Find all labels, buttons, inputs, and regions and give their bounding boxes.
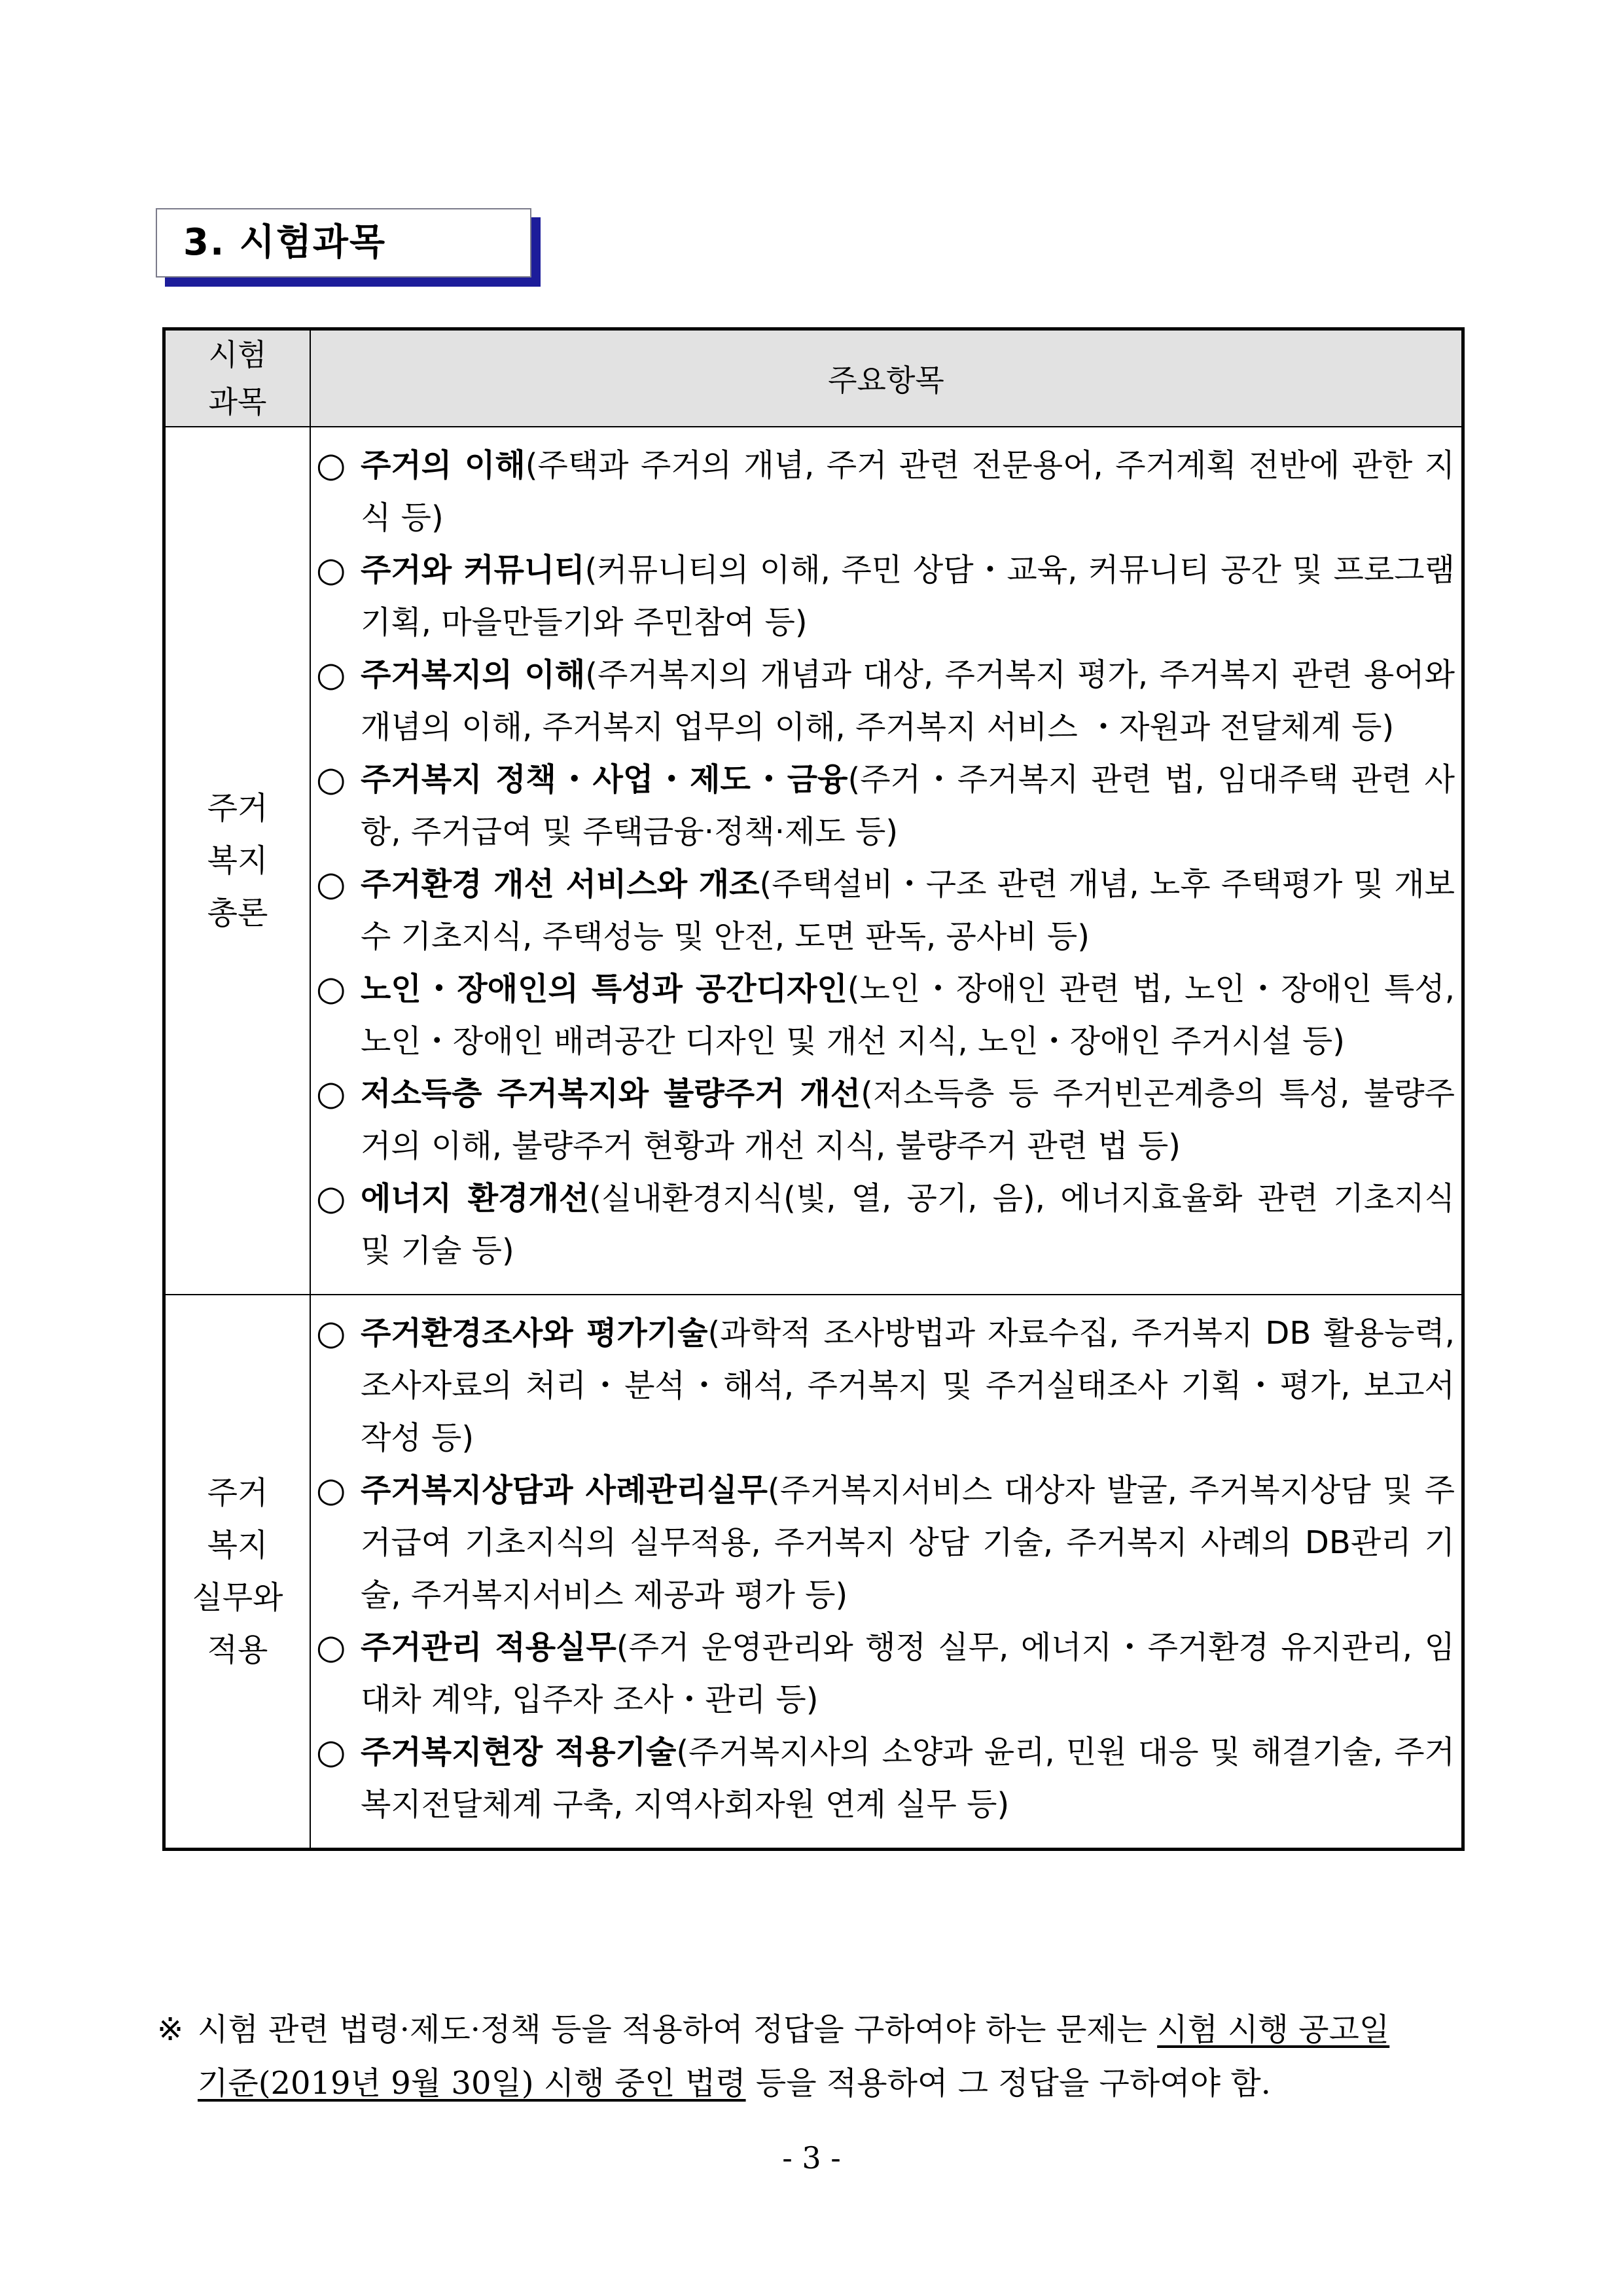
circle-bullet-icon: ○ (316, 550, 346, 590)
list-item (316, 544, 1455, 649)
item-text (361, 963, 1455, 1067)
item-text (361, 649, 1455, 753)
list-item (316, 858, 1455, 963)
list-item (316, 1307, 1455, 1464)
list-item (316, 1621, 1455, 1726)
header-subject (164, 329, 311, 427)
item-title: 주거환경 개선 서비스와 개조 (361, 866, 760, 903)
list-item (316, 1067, 1455, 1172)
footnote (157, 2003, 1466, 2110)
subject-word: 복지 (207, 842, 268, 879)
item-detail: (주택과 주거의 개념, 주거 관련 전문용어, 주거계획 전반에 관한 지식 등) (361, 447, 1455, 536)
exam-subjects-table (162, 327, 1465, 1851)
list-item (316, 1464, 1455, 1621)
circle-bullet-icon: ○ (316, 969, 346, 1009)
items-cell (310, 427, 1463, 1295)
item-detail: (실내환경지식(빛, 열, 공기, 음), 에너지효율화 관련 기초지식 및 기술 등) (361, 1180, 1455, 1269)
item-detail: (주택설비・구조 관련 개념, 노후 주택평가 및 개보수 기초지식, 주택성능 및 안전, 도면 판독, 공사비 등) (361, 866, 1455, 955)
item-text (361, 1464, 1455, 1621)
item-title: 주거복지현장 적용기술 (361, 1734, 677, 1770)
item-detail: (주거복지사의 소양과 윤리, 민원 대응 및 해결기술, 주거복지전달체계 구축, 지역사회자원 연계 실무 등) (361, 1734, 1455, 1823)
header-subject-line1: 시험 (208, 337, 267, 372)
circle-bullet-icon: ○ (316, 1074, 346, 1113)
item-text (361, 1621, 1455, 1726)
circle-bullet-icon: ○ (316, 446, 346, 485)
item-detail: (주거복지서비스 대상자 발굴, 주거복지상담 및 주거급여 기초지식의 실무적용, 주거복지 상담 기술, 주거복지 사례의 DB관리 기술, 주거복지서비스 제공과 평가 등) (361, 1472, 1455, 1613)
item-text (361, 1307, 1455, 1464)
item-title: 주거복지의 이해 (361, 656, 586, 693)
item-detail: (노인・장애인 관련 법, 노인・장애인 특성, 노인・장애인 배려공간 디자인 및 개선 지식, 노인・장애인 주거시설 등) (361, 971, 1455, 1060)
item-detail: (주거복지의 개념과 대상, 주거복지 평가, 주거복지 관련 용어와 개념의 이해, 주거복지 업무의 이해, 주거복지 서비스 ・자원과 전달체계 등) (361, 656, 1455, 745)
subject-word: 복지 (207, 1527, 268, 1564)
item-detail: (커뮤니티의 이해, 주민 상담・교육, 커뮤니티 공간 및 프로그램 기획, 마을만들기와 주민참여 등) (361, 552, 1455, 641)
item-title: 주거복지상담과 사례관리실무 (361, 1472, 768, 1509)
footnote-underlined-text: 시험 시행 공고일 (1157, 2011, 1390, 2048)
item-text (361, 544, 1455, 649)
header-main-items: 주요항목 (310, 329, 1463, 427)
list-item (316, 1172, 1455, 1277)
subject-cell (164, 427, 311, 1295)
subject-word: 주거 (207, 790, 268, 827)
circle-bullet-icon: ○ (316, 1314, 346, 1353)
item-detail: (주거・주거복지 관련 법, 임대주택 관련 사항, 주거급여 및 주택금융·정책·제도 등) (361, 761, 1455, 850)
subject-cell (164, 1295, 311, 1850)
list-item (316, 439, 1455, 544)
footnote-text: 시험 관련 법령·제도·정책 등을 적용하여 정답을 구하여야 하는 문제는 (198, 2011, 1147, 2048)
table-row (164, 1295, 1463, 1850)
circle-bullet-icon: ○ (316, 865, 346, 904)
section-heading-box (156, 208, 531, 278)
item-text (361, 1067, 1455, 1172)
item-text (361, 753, 1455, 858)
item-title: 주거환경조사와 평가기술 (361, 1315, 708, 1352)
subject-word: 주거 (207, 1475, 268, 1511)
item-title: 저소득층 주거복지와 불량주거 개선 (361, 1075, 861, 1112)
page-number: - 3 - (782, 2140, 841, 2176)
header-subject-line2: 과목 (208, 384, 267, 420)
item-title: 주거의 이해 (361, 447, 526, 484)
subject-word: 적용 (207, 1632, 268, 1668)
circle-bullet-icon: ○ (316, 1732, 346, 1772)
reference-mark-icon: ※ (157, 2011, 184, 2048)
item-detail: (주거 운영관리와 행정 실무, 에너지・주거환경 유지관리, 임대차 계약, 입주자 조사・관리 등) (361, 1629, 1455, 1718)
table-header-row (164, 329, 1463, 427)
table-row (164, 427, 1463, 1295)
item-text (361, 1172, 1455, 1277)
item-title: 주거관리 적용실무 (361, 1629, 616, 1666)
subject-word: 총론 (207, 895, 268, 931)
section-title: 3. 시험과목 (183, 221, 387, 264)
item-text (361, 858, 1455, 963)
subject-word: 실무와 (192, 1579, 283, 1616)
item-title: 노인・장애인의 특성과 공간디자인 (361, 971, 847, 1007)
item-detail: (저소득층 등 주거빈곤계층의 특성, 불량주거의 이해, 불량주거 현황과 개선 지식, 불량주거 관련 법 등) (361, 1075, 1455, 1164)
list-item (316, 649, 1455, 753)
footnote-line (157, 2056, 1466, 2110)
circle-bullet-icon: ○ (316, 1471, 346, 1510)
footnote-underlined-text: 기준(2019년 9월 30일) 시행 중인 법령 (198, 2065, 746, 2102)
item-title: 주거복지 정책・사업・제도・금융 (361, 761, 848, 798)
item-title: 에너지 환경개선 (361, 1180, 590, 1217)
circle-bullet-icon: ○ (316, 760, 346, 799)
item-title: 주거와 커뮤니티 (361, 552, 585, 588)
item-text (361, 1726, 1455, 1831)
list-item (316, 753, 1455, 858)
item-text (361, 439, 1455, 544)
item-detail: (과학적 조사방법과 자료수집, 주거복지 DB 활용능력, 조사자료의 처리・분석・해석, 주거복지 및 주거실태조사 기획・평가, 보고서 작성 등) (361, 1315, 1455, 1456)
list-item (316, 963, 1455, 1067)
circle-bullet-icon: ○ (316, 1628, 346, 1667)
circle-bullet-icon: ○ (316, 655, 346, 694)
list-item (316, 1726, 1455, 1831)
footnote-text-end: 등을 적용하여 그 정답을 구하여야 함. (755, 2065, 1271, 2102)
items-cell (310, 1295, 1463, 1850)
circle-bullet-icon: ○ (316, 1179, 346, 1218)
